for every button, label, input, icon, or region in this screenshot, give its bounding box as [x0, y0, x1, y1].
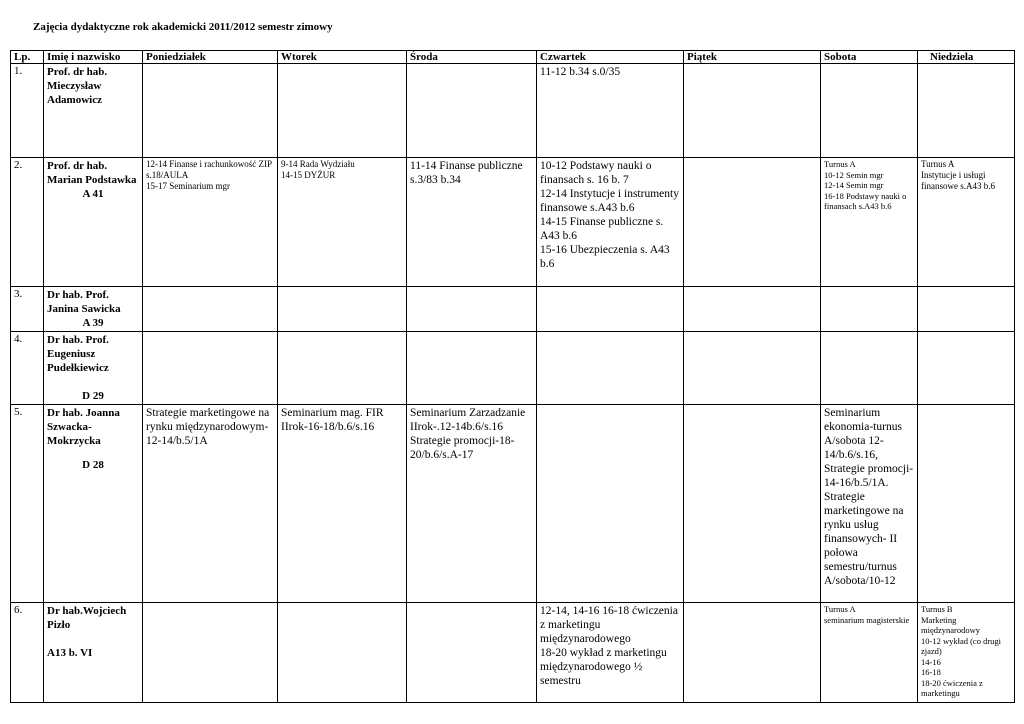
- cell-thursday: 12-14, 14-16 16-18 ćwiczenia z marketingu międzynarodowego 18-20 wykład z marketingu międzynarodowego ½ semestru: [537, 603, 684, 703]
- cell-lp: 4.: [11, 332, 44, 405]
- schedule-table: [10, 50, 1015, 703]
- cell-friday: [684, 287, 821, 332]
- room-number: A13 b. VI: [47, 647, 93, 659]
- cell-tuesday: [278, 64, 407, 158]
- cell-saturday: [821, 332, 918, 405]
- table-row: [11, 332, 1015, 405]
- cell-tuesday: [278, 603, 407, 703]
- cell-monday: 12-14 Finanse i rachunkowość ZIP s.18/AULA 15-17 Seminarium mgr: [143, 158, 278, 287]
- cell-name: [44, 603, 143, 703]
- cell-friday: [684, 158, 821, 287]
- cell-saturday: [821, 287, 918, 332]
- cell-monday: [143, 332, 278, 405]
- cell-saturday: Seminarium ekonomia-turnus A/sobota 12-14/b.6/s.16, Strategie promocji-14-16/b.5/1A. Strategie marketingowe na rynku usług finansowych- II połowa semestru/turnus A/sobota/10-12: [821, 405, 918, 603]
- cell-saturday: Turnus A seminarium magisterskie: [821, 603, 918, 703]
- table-row: [11, 64, 1015, 158]
- page-title: Zajęcia dydaktyczne rok akademicki 2011/2012 semestr zimowy: [33, 21, 333, 33]
- header-thursday: Czwartek: [537, 51, 684, 64]
- cell-tuesday: 9-14 Rada Wydziału 14-15 DYŻUR: [278, 158, 407, 287]
- table-row: [11, 405, 1015, 603]
- cell-sunday: [918, 287, 1015, 332]
- cell-tuesday: Seminarium mag. FIR IIrok-16-18/b.6/s.16: [278, 405, 407, 603]
- header-row: [11, 51, 1015, 64]
- cell-saturday: Turnus A 10-12 Semin mgr 12-14 Semin mgr 16-18 Podstawy nauki o finansach s.A43 b.6: [821, 158, 918, 287]
- cell-tuesday: [278, 287, 407, 332]
- cell-friday: [684, 64, 821, 158]
- cell-friday: [684, 603, 821, 703]
- cell-lp: 5.: [11, 405, 44, 603]
- cell-monday: Strategie marketingowe na rynku międzynarodowym-12-14/b.5/1A: [143, 405, 278, 603]
- cell-wednesday: [407, 603, 537, 703]
- cell-thursday: [537, 405, 684, 603]
- cell-lp: 6.: [11, 603, 44, 703]
- cell-saturday: [821, 64, 918, 158]
- header-wednesday: Środa: [407, 51, 537, 64]
- cell-lp: 3.: [11, 287, 44, 332]
- room-number: A 39: [82, 317, 104, 329]
- cell-name: [44, 405, 143, 603]
- header-sunday: Niedziela: [918, 51, 1015, 64]
- table-row: [11, 287, 1015, 332]
- cell-wednesday: [407, 287, 537, 332]
- cell-monday: [143, 603, 278, 703]
- cell-monday: [143, 287, 278, 332]
- teacher-name: Prof. dr hab. Marian Podstawka: [47, 160, 137, 186]
- teacher-name: Prof. dr hab. Mieczysław Adamowicz: [47, 66, 108, 106]
- cell-sunday: Turnus B Marketing międzynarodowy 10-12 wykład (co drugi zjazd) 14-16 16-18 18-20 ćwiczenia z marketingu: [918, 603, 1015, 703]
- room-number: D 28: [82, 459, 104, 471]
- room-number: D 29: [82, 390, 104, 402]
- header-name: Imię i nazwisko: [44, 51, 143, 64]
- cell-sunday: [918, 405, 1015, 603]
- header-saturday: Sobota: [821, 51, 918, 64]
- cell-sunday: [918, 64, 1015, 158]
- cell-tuesday: [278, 332, 407, 405]
- cell-friday: [684, 405, 821, 603]
- cell-lp: 2.: [11, 158, 44, 287]
- cell-wednesday: [407, 64, 537, 158]
- cell-lp: 1.: [11, 64, 44, 158]
- teacher-name: Dr hab. Prof. Janina Sawicka: [47, 289, 121, 315]
- cell-name: [44, 158, 143, 287]
- header-lp: Lp.: [11, 51, 44, 64]
- table-row: [11, 603, 1015, 703]
- cell-thursday: [537, 332, 684, 405]
- cell-sunday: Turnus A Instytucje i usługi finansowe s.A43 b.6: [918, 158, 1015, 287]
- teacher-name: Dr hab.Wojciech Pizło: [47, 605, 127, 631]
- cell-sunday: [918, 332, 1015, 405]
- table-row: [11, 158, 1015, 287]
- cell-name: [44, 332, 143, 405]
- header-monday: Poniedziałek: [143, 51, 278, 64]
- teacher-name: Dr hab. Prof. Eugeniusz Pudełkiewicz: [47, 334, 109, 374]
- cell-monday: [143, 64, 278, 158]
- cell-thursday: 11-12 b.34 s.0/35: [537, 64, 684, 158]
- cell-name: [44, 64, 143, 158]
- room-number: A 41: [82, 188, 104, 200]
- cell-wednesday: Seminarium Zarzadzanie IIrok-.12-14b.6/s.16 Strategie promocji-18-20/b.6/s.A-17: [407, 405, 537, 603]
- cell-name: [44, 287, 143, 332]
- teacher-name: Dr hab. Joanna Szwacka-Mokrzycka: [47, 407, 120, 447]
- cell-wednesday: 11-14 Finanse publiczne s.3/83 b.34: [407, 158, 537, 287]
- cell-friday: [684, 332, 821, 405]
- cell-thursday: 10-12 Podstawy nauki o finansach s. 16 b. 7 12-14 Instytucje i instrumenty finansowe s.A43 b.6 14-15 Finanse publiczne s. A43 b.6 15-16 Ubezpieczenia s. A43 b.6: [537, 158, 684, 287]
- header-tuesday: Wtorek: [278, 51, 407, 64]
- header-friday: Piątek: [684, 51, 821, 64]
- cell-wednesday: [407, 332, 537, 405]
- cell-thursday: [537, 287, 684, 332]
